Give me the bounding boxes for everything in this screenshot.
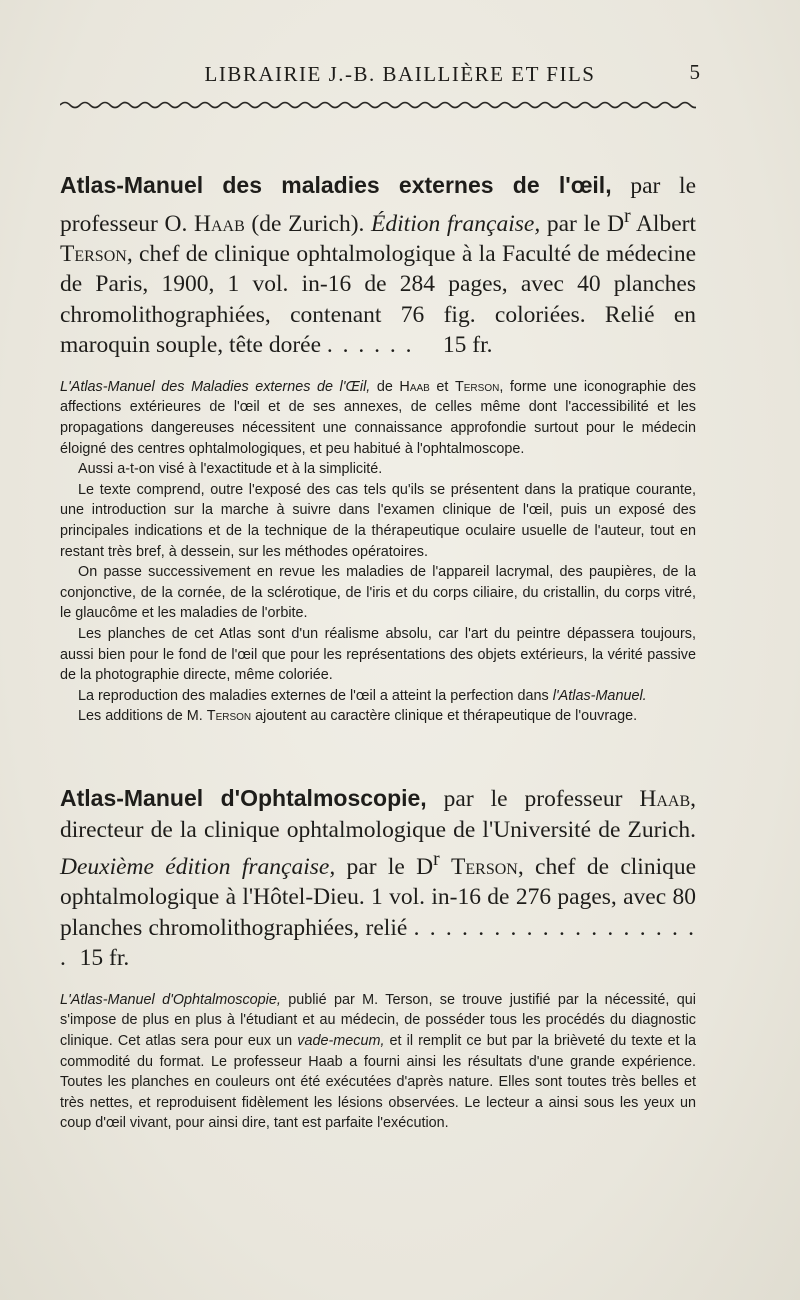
headline-text: par le D [335, 853, 434, 880]
headline-text: , directeur de la clinique ophtalmologique de l'Université de Zurich. [60, 786, 696, 843]
price: 15 fr. [442, 332, 493, 359]
italic-term: vade-mecum, [297, 1033, 385, 1050]
headline-text: par le professeur O. [60, 173, 697, 237]
edition-label: Deuxième édition française, [60, 853, 336, 880]
wavy-rule-ornament [60, 96, 696, 110]
description-paragraph: Les planches de cet Atlas sont d'un réalisme absolu, car l'art du peintre dépassera toujours, aussi bien pour le fond de l'œil que pour les représentations des objets extérieurs, la vérité passive de la photographie directe, même coloriée. [60, 625, 696, 684]
translator-name: Terson [206, 708, 252, 725]
entry-description [60, 990, 696, 1134]
catalogue-entry-atlas-ophtalmoscopie [60, 783, 696, 1134]
page-number: 5 [689, 60, 700, 84]
paragraph-text: et il remplit ce but par la brièveté du texte et la commodité du format. Le professeur Haab a fourni ainsi les résultats d'une grande expérience. Toutes les planches en couleurs ont été exécutées d'après nature. Elles sont toutes très belles et très nettes, et reproduisent fidèlement les lésions observées. Le lecteur a ainsi sous les yeux un coup d'œil vivant, pour ainsi dire, tant est parfaite l'exécution. [60, 1033, 696, 1132]
author-name: Haab [639, 786, 691, 812]
catalogue-entry-atlas-maladies-externes [60, 170, 696, 727]
price: 15 fr. [79, 945, 130, 972]
paragraph-text: et [429, 378, 455, 395]
paragraph-text: ajoutent au caractère clinique et thérapeutique de l'ouvrage. [251, 708, 638, 725]
publisher-heading: LIBRAIRIE J.-B. BAILLIÈRE ET FILS [204, 62, 596, 86]
running-head [0, 58, 800, 88]
author-name: Haab [194, 210, 245, 237]
entry-description [60, 377, 696, 727]
paragraph-text: publié par M. Terson, se trouve justifié par la nécessité, qui s'impose de plus en plus à l'étudiant et au médecin, de posséder tous les procédés du diagnostic clinique. Cet atlas sera pour eux un [60, 991, 696, 1050]
description-paragraph [60, 706, 696, 727]
italic-title: L'Atlas-Manuel d'Ophtalmoscopie, [60, 991, 281, 1008]
headline-text: , chef de clinique ophtalmologique à la Faculté de médecine de Paris, 1900, 1 vol. in-16 de 284 pages, avec 40 planches chromolithographiées, contenant 76 fig. coloriées. Relié en maroquin souple, tête dorée [60, 240, 696, 359]
italic-title: l'Atlas-Manuel. [552, 687, 647, 704]
paragraph-text: , forme une iconographie des affections extérieures de l'œil et de ses annexes, de celles même dont l'accessibilité et les propagations dangereuses nécessitent une connaissance approfondie surtout pour le médecin éloigné des centres ophtalmologiques, et peu habitué à l'ophtalmoscope. [60, 378, 696, 457]
description-paragraph [60, 686, 696, 707]
doctor-superscript: r [624, 205, 631, 227]
author-name: Haab [399, 378, 430, 395]
description-paragraph: On passe successivement en revue les maladies de l'appareil lacrymal, des paupières, de la conjonctive, de la cornée, de la sclérotique, de l'iris et du corps ciliaire, du cristallin, du corps vitré, le glaucôme et les maladies de l'orbite. [60, 564, 696, 622]
headline-text: , chef de clinique ophtalmologique à l'Hôtel-Dieu. 1 vol. in-16 de 276 pages, avec 80 planches chromolithographiées, relié [60, 853, 697, 941]
edition-label: Édition française, [371, 210, 541, 237]
description-paragraph: Aussi a-t-on visé à l'exactitude et à la simplicité. [78, 461, 383, 478]
leader-dots: . . . . . . . . . . . . . . . . . . . [60, 914, 697, 972]
description-paragraph [60, 990, 696, 1134]
headline-text: Albert [630, 210, 696, 237]
headline-text: (de Zurich). [244, 210, 372, 237]
headline-text [440, 854, 451, 880]
translator-name: Terson [451, 853, 518, 880]
doctor-superscript: r [433, 849, 440, 870]
book-title: Atlas-Manuel des maladies externes de l'œil, [60, 172, 612, 198]
entry-headline [60, 170, 696, 361]
leader-dots: . . . . . . [326, 332, 414, 359]
headline-text: par le D [540, 210, 625, 237]
description-paragraph: Le texte comprend, outre l'exposé des cas tels qu'ils se présentent dans la pratique courante, une introduction sur la marche à suivre dans l'examen clinique de l'œil, puis un exposé des principales indications et de la technique de la thérapeutique oculaire usuelle de l'auteur, tout en restant très bref, à dessein, sur les méthodes opératoires. [60, 481, 696, 560]
paragraph-text: La reproduction des maladies externes de l'œil a atteint la perfection dans [78, 687, 553, 704]
italic-title: L'Atlas-Manuel des Maladies externes de l'Œil, [60, 378, 371, 395]
paragraph-text: Les additions de M. [78, 708, 207, 725]
headline-text: par le professeur [426, 786, 640, 812]
description-paragraph [60, 377, 696, 459]
translator-name: Terson [454, 378, 500, 395]
paragraph-text: de [370, 378, 400, 395]
book-title: Atlas-Manuel d'Ophtalmoscopie, [60, 785, 427, 811]
translator-name: Terson [60, 240, 127, 267]
entry-headline [60, 783, 696, 974]
